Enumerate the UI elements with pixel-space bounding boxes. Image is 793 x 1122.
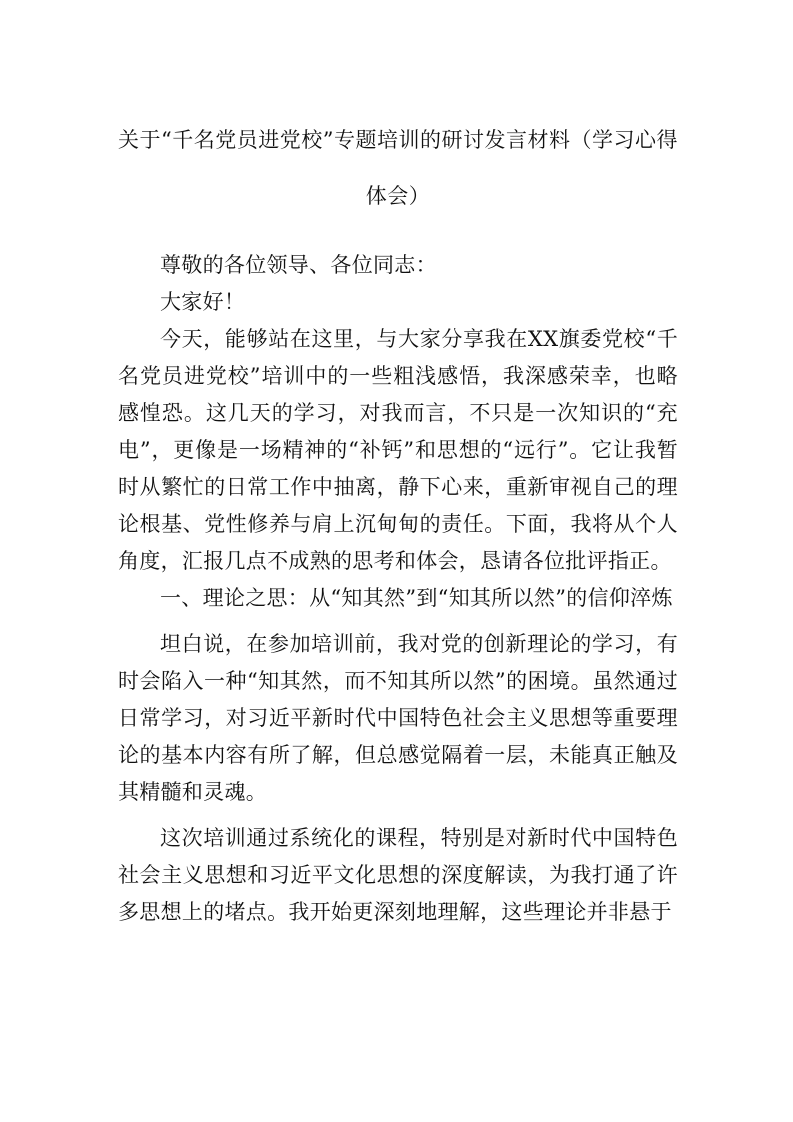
intro-paragraph: 今天，能够站在这里，与大家分享我在XX旗委党校“千名党员进党校”培训中的一些粗浅感悟，我深感荣幸，也略感惶恐。这几天的学习，对我而言，不只是一次知识的“充电”，更像是一场精神的“补钙”和思想的“远行”。它让我暂时从繁忙的日常工作中抽离，静下心来，重新审视自己的理论根基、党性修养与肩上沉甸甸的责任。下面，我将从个人角度，汇报几点不成熟的思考和体会，恳请各位批评指正。	[118, 327, 678, 573]
document-body	[118, 247, 678, 931]
document-title: 关于“千名党员进党校”专题培训的研讨发言材料（学习心得体会）	[118, 128, 678, 208]
body-paragraph: 坦白说，在参加培训前，我对党的创新理论的学习，有时会陷入一种“知其然，而不知其所以然”的困境。虽然通过日常学习，对习近平新时代中国特色社会主义思想等重要理论的基本内容有所了解，但总感觉隔着一层，未能真正触及其精髓和灵魂。	[118, 632, 678, 804]
section-heading-1: 一、理论之思：从“知其然”到“知其所以然”的信仰淬炼	[160, 586, 673, 610]
salutation: 尊敬的各位领导、各位同志：	[160, 253, 437, 277]
body-paragraph: 这次培训通过系统化的课程，特别是对新时代中国特色社会主义思想和习近平文化思想的深度解读，为我打通了许多思想上的堵点。我开始更深刻地理解，这些理论并非悬于	[118, 826, 678, 924]
greeting: 大家好！	[160, 290, 246, 314]
